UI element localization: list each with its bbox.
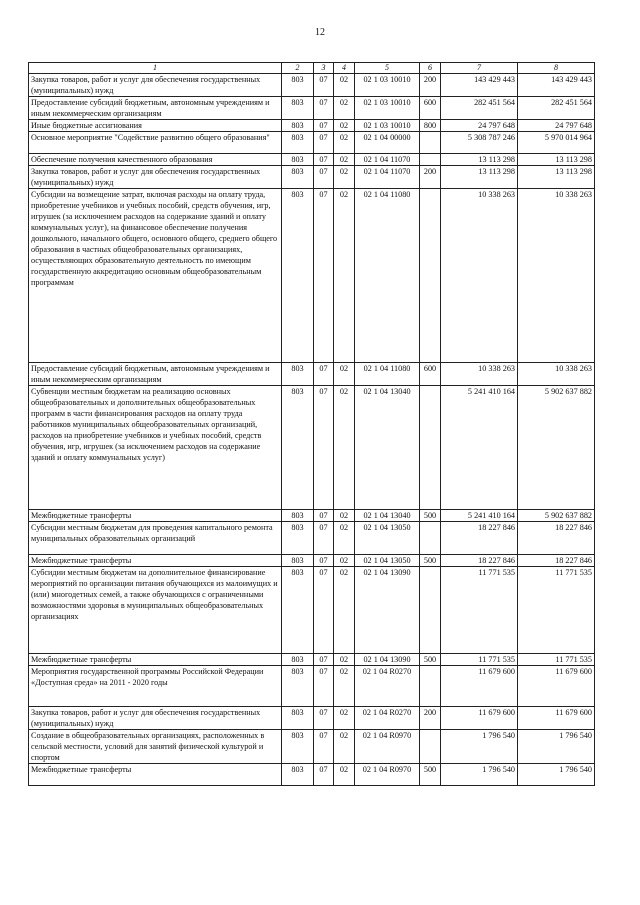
target-article-code: 02 1 04 13090 [355,654,420,666]
agency-code: 803 [282,154,314,166]
amount-year-2: 10 338 263 [518,363,595,386]
table-row [29,386,595,510]
agency-code: 803 [282,654,314,666]
section-code: 07 [314,386,334,510]
section-code: 07 [314,132,334,154]
expense-type-code: 800 [420,120,441,132]
section-code: 07 [314,97,334,120]
subsection-code: 02 [334,666,355,707]
subsection-code: 02 [334,510,355,522]
item-name: Межбюджетные трансферты [29,555,282,567]
section-code: 07 [314,764,334,786]
target-article-code: 02 1 04 00000 [355,132,420,154]
table-row [29,555,595,567]
section-code: 07 [314,189,334,363]
expense-type-code [420,730,441,764]
target-article-code: 02 1 04 11070 [355,166,420,189]
amount-year-2: 24 797 648 [518,120,595,132]
amount-year-2: 11 771 535 [518,567,595,654]
amount-year-2: 1 796 540 [518,730,595,764]
item-name: Закупка товаров, работ и услуг для обеспечения государственных (муниципальных) нужд [29,707,282,730]
amount-year-1: 11 679 600 [441,666,518,707]
section-code: 07 [314,654,334,666]
target-article-code: 02 1 04 R0970 [355,730,420,764]
item-name: Обеспечение получения качественного образования [29,154,282,166]
section-code: 07 [314,666,334,707]
expense-type-code [420,522,441,555]
amount-year-1: 11 771 535 [441,567,518,654]
item-name: Создание в общеобразовательных организациях, расположенных в сельской местности, условий для занятий физической культурой и спортом [29,730,282,764]
amount-year-2: 13 113 298 [518,166,595,189]
agency-code: 803 [282,555,314,567]
target-article-code: 02 1 04 13040 [355,510,420,522]
table-row [29,166,595,189]
agency-code: 803 [282,74,314,97]
expense-type-code: 200 [420,74,441,97]
target-article-code: 02 1 04 11070 [355,154,420,166]
amount-year-2: 1 796 540 [518,764,595,786]
agency-code: 803 [282,510,314,522]
section-code: 07 [314,166,334,189]
column-header: 4 [334,63,355,74]
amount-year-2: 13 113 298 [518,154,595,166]
amount-year-2: 143 429 443 [518,74,595,97]
subsection-code: 02 [334,120,355,132]
section-code: 07 [314,555,334,567]
column-header: 6 [420,63,441,74]
table-row [29,567,595,654]
amount-year-2: 10 338 263 [518,189,595,363]
amount-year-1: 1 796 540 [441,730,518,764]
section-code: 07 [314,363,334,386]
amount-year-2: 282 451 564 [518,97,595,120]
table-row [29,764,595,786]
section-code: 07 [314,510,334,522]
expense-type-code [420,567,441,654]
agency-code: 803 [282,166,314,189]
subsection-code: 02 [334,74,355,97]
target-article-code: 02 1 04 13090 [355,567,420,654]
column-header: 7 [441,63,518,74]
subsection-code: 02 [334,764,355,786]
table-row [29,522,595,555]
table-row [29,707,595,730]
section-code: 07 [314,730,334,764]
amount-year-2: 5 902 637 882 [518,386,595,510]
expense-type-code: 500 [420,555,441,567]
item-name: Предоставление субсидий бюджетным, автономным учреждениям и иным некоммерческим организациям [29,363,282,386]
expense-type-code: 600 [420,97,441,120]
expense-type-code: 600 [420,363,441,386]
section-code: 07 [314,154,334,166]
amount-year-1: 10 338 263 [441,189,518,363]
expense-type-code: 500 [420,510,441,522]
table-row [29,730,595,764]
amount-year-2: 18 227 846 [518,522,595,555]
expense-type-code [420,132,441,154]
agency-code: 803 [282,97,314,120]
target-article-code: 02 1 04 R0270 [355,707,420,730]
amount-year-1: 24 797 648 [441,120,518,132]
table-row [29,510,595,522]
expense-type-code: 500 [420,764,441,786]
expense-type-code: 500 [420,654,441,666]
item-name: Закупка товаров, работ и услуг для обеспечения государственных (муниципальных) нужд [29,166,282,189]
subsection-code: 02 [334,567,355,654]
subsection-code: 02 [334,386,355,510]
agency-code: 803 [282,189,314,363]
section-code: 07 [314,522,334,555]
table-row [29,154,595,166]
subsection-code: 02 [334,555,355,567]
target-article-code: 02 1 04 11080 [355,189,420,363]
item-name: Межбюджетные трансферты [29,654,282,666]
table-row [29,97,595,120]
agency-code: 803 [282,730,314,764]
agency-code: 803 [282,764,314,786]
target-article-code: 02 1 04 R0970 [355,764,420,786]
amount-year-1: 18 227 846 [441,555,518,567]
agency-code: 803 [282,132,314,154]
column-header: 3 [314,63,334,74]
amount-year-1: 5 308 787 246 [441,132,518,154]
expense-type-code [420,666,441,707]
subsection-code: 02 [334,97,355,120]
expense-type-code [420,154,441,166]
expense-type-code: 200 [420,166,441,189]
subsection-code: 02 [334,166,355,189]
item-name: Субвенции местным бюджетам на реализацию основных общеобразовательных и дополнительных общеобразовательных программ в части финансирования расходов на оплату труда работников муниципальных общеобразовательных организаций, расходов на приобретение учебников и учебных пособий, средств обучения, игр, игрушек (за исключением расходов на содержание зданий и оплату коммунальных услуг) [29,386,282,510]
budget-table [28,62,595,786]
amount-year-1: 18 227 846 [441,522,518,555]
item-name: Межбюджетные трансферты [29,510,282,522]
amount-year-2: 18 227 846 [518,555,595,567]
subsection-code: 02 [334,363,355,386]
amount-year-1: 143 429 443 [441,74,518,97]
subsection-code: 02 [334,522,355,555]
page-number: 12 [315,27,325,38]
agency-code: 803 [282,666,314,707]
agency-code: 803 [282,522,314,555]
agency-code: 803 [282,567,314,654]
table-row [29,120,595,132]
amount-year-1: 5 241 410 164 [441,510,518,522]
item-name: Основное мероприятие "Содействие развитию общего образования" [29,132,282,154]
subsection-code: 02 [334,189,355,363]
section-code: 07 [314,120,334,132]
section-code: 07 [314,707,334,730]
expense-type-code [420,386,441,510]
subsection-code: 02 [334,132,355,154]
table-row [29,666,595,707]
expense-type-code [420,189,441,363]
amount-year-1: 11 679 600 [441,707,518,730]
amount-year-1: 13 113 298 [441,154,518,166]
column-number-row [29,63,595,74]
agency-code: 803 [282,707,314,730]
target-article-code: 02 1 04 11080 [355,363,420,386]
item-name: Субсидии местным бюджетам для проведения капитального ремонта муниципальных образовательных организаций [29,522,282,555]
column-header: 2 [282,63,314,74]
table-row [29,654,595,666]
table-row [29,363,595,386]
amount-year-2: 5 970 014 964 [518,132,595,154]
target-article-code: 02 1 03 10010 [355,120,420,132]
amount-year-2: 5 902 637 882 [518,510,595,522]
table-row [29,189,595,363]
amount-year-2: 11 771 535 [518,654,595,666]
target-article-code: 02 1 04 13050 [355,522,420,555]
column-header: 8 [518,63,595,74]
target-article-code: 02 1 04 13040 [355,386,420,510]
table-row [29,74,595,97]
column-header: 1 [29,63,282,74]
section-code: 07 [314,74,334,97]
item-name: Межбюджетные трансферты [29,764,282,786]
agency-code: 803 [282,386,314,510]
target-article-code: 02 1 03 10010 [355,97,420,120]
subsection-code: 02 [334,730,355,764]
amount-year-1: 282 451 564 [441,97,518,120]
target-article-code: 02 1 03 10010 [355,74,420,97]
column-header: 5 [355,63,420,74]
subsection-code: 02 [334,707,355,730]
amount-year-1: 1 796 540 [441,764,518,786]
amount-year-1: 13 113 298 [441,166,518,189]
amount-year-2: 11 679 600 [518,666,595,707]
section-code: 07 [314,567,334,654]
target-article-code: 02 1 04 R0270 [355,666,420,707]
item-name: Иные бюджетные ассигнования [29,120,282,132]
agency-code: 803 [282,363,314,386]
agency-code: 803 [282,120,314,132]
item-name: Предоставление субсидий бюджетным, автономным учреждениям и иным некоммерческим организациям [29,97,282,120]
item-name: Субсидии на возмещение затрат, включая расходы на оплату труда, приобретение учебников и учебных пособий, средств обучения, игр, игрушек (за исключением расходов на содержание зданий и оплату коммунальных услуг), на финансовое обеспечение получения дошкольного, начального общего, основного общего, среднего общего образования в частных общеобразовательных организациях, осуществляющих образовательную деятельность по имеющим государственную аккредитацию основным общеобразовательным программам [29,189,282,363]
subsection-code: 02 [334,654,355,666]
expense-type-code: 200 [420,707,441,730]
item-name: Субсидии местным бюджетам на дополнительное финансирование мероприятий по организации питания обучающихся из малоимущих и (или) многодетных семей, а также обучающихся с ограниченными возможностями здоровья в муниципальных общеобразовательных организациях [29,567,282,654]
amount-year-2: 11 679 600 [518,707,595,730]
amount-year-1: 11 771 535 [441,654,518,666]
item-name: Мероприятия государственной программы Российской Федерации «Доступная среда» на 2011 - 2020 годы [29,666,282,707]
target-article-code: 02 1 04 13050 [355,555,420,567]
subsection-code: 02 [334,154,355,166]
item-name: Закупка товаров, работ и услуг для обеспечения государственных (муниципальных) нужд [29,74,282,97]
amount-year-1: 5 241 410 164 [441,386,518,510]
amount-year-1: 10 338 263 [441,363,518,386]
table-row [29,132,595,154]
